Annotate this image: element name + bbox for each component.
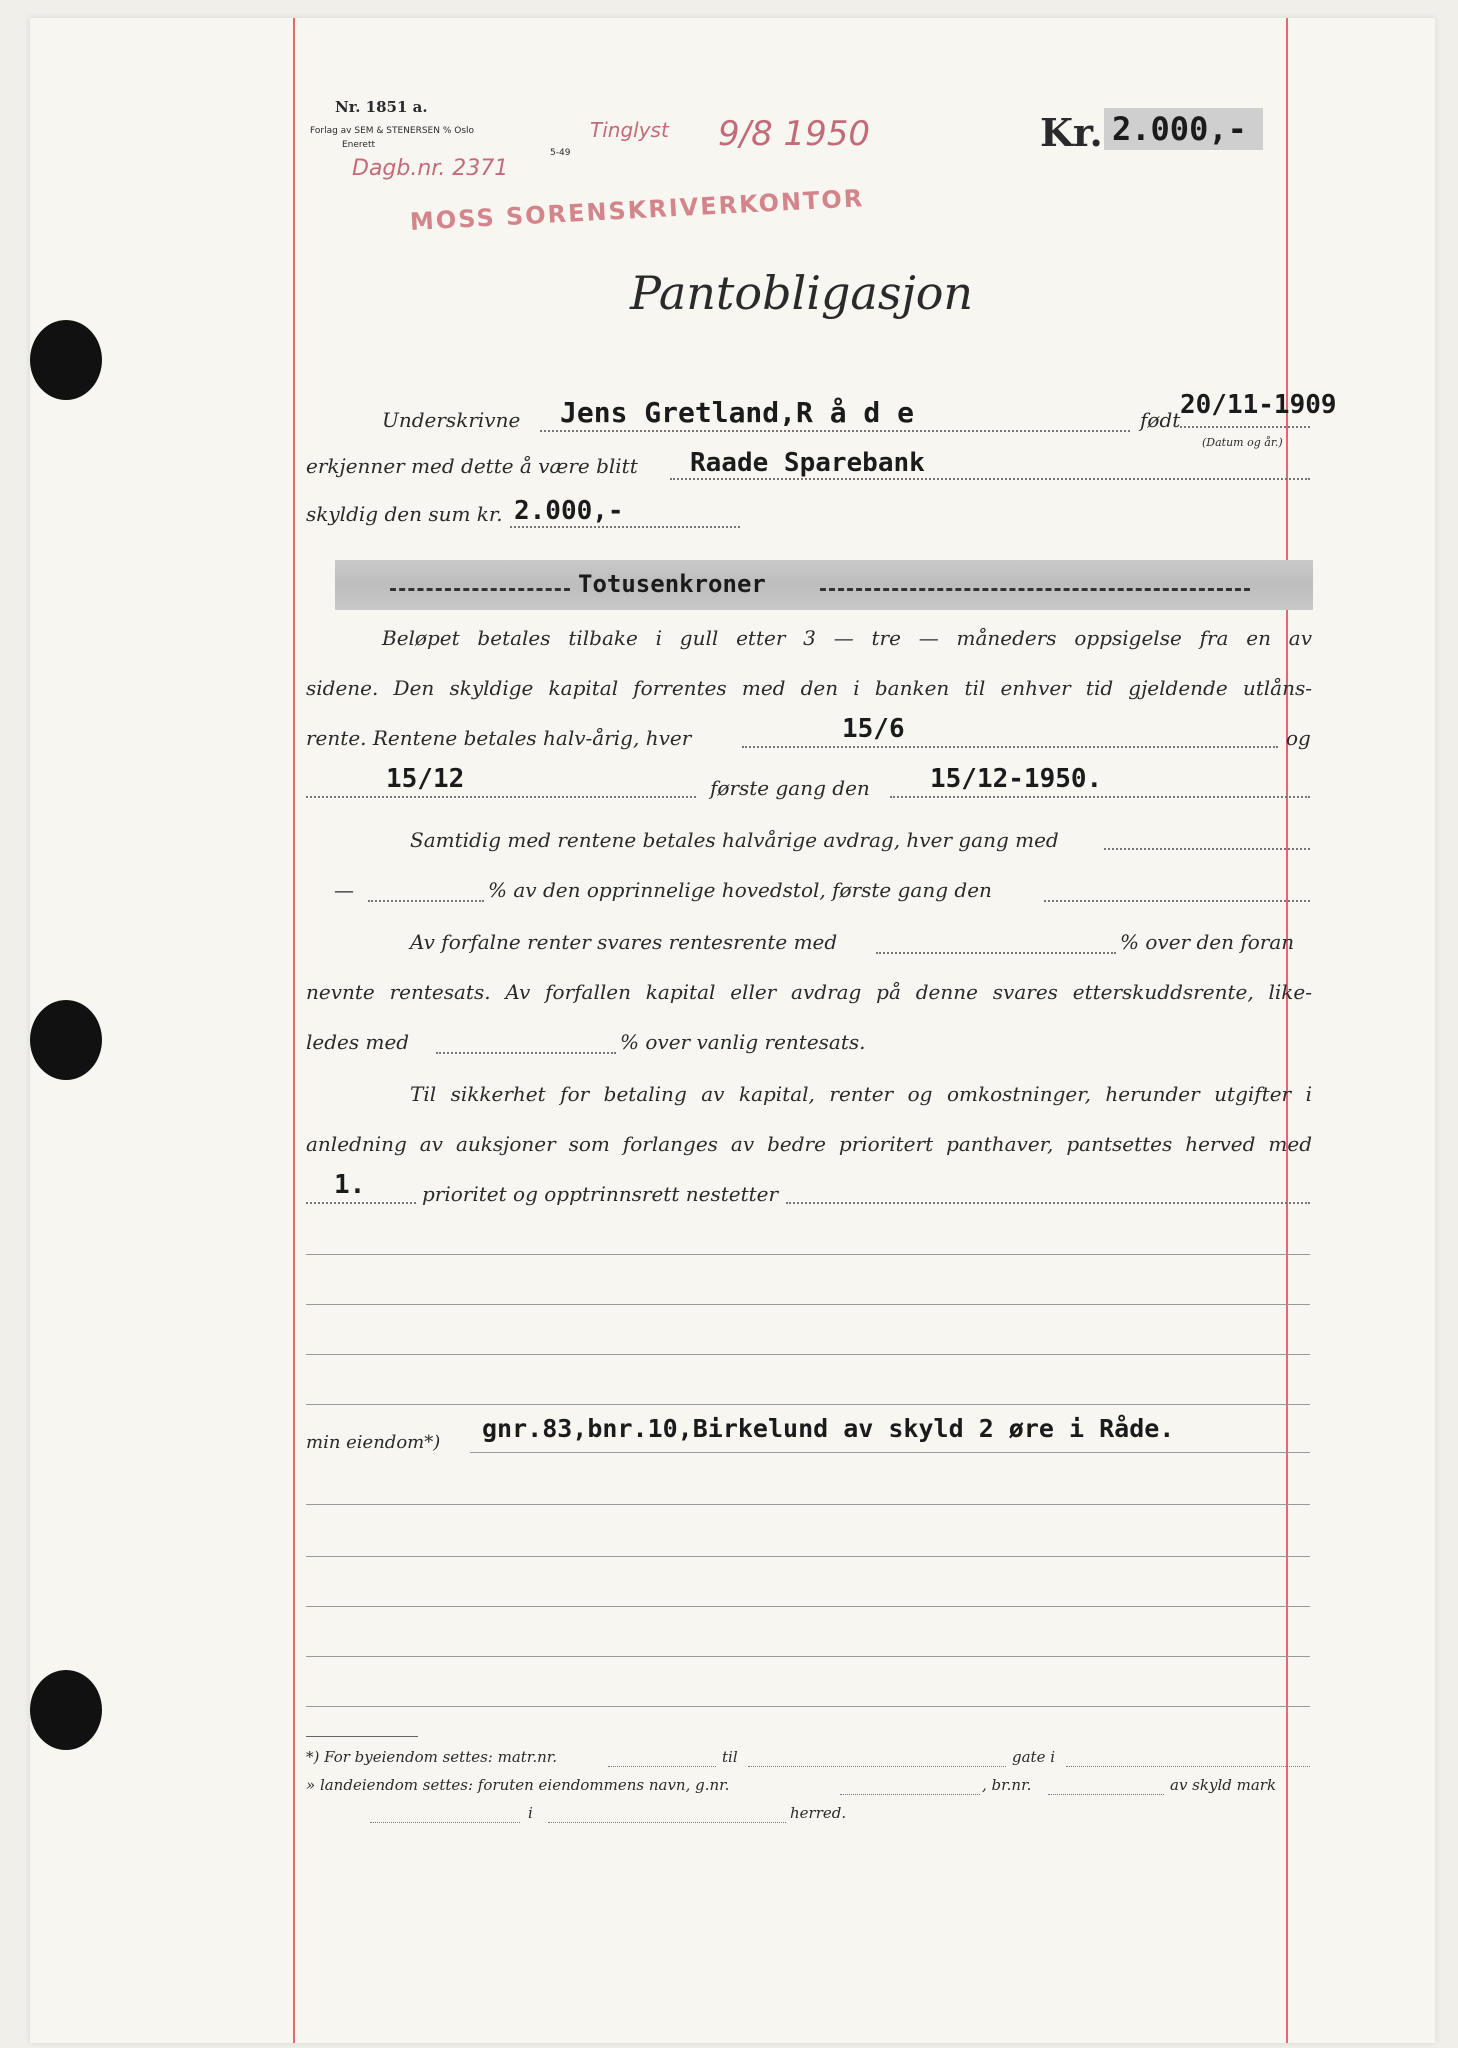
footnote-dots-3a (370, 1822, 520, 1823)
repay-line-1: Beløpet betales tilbake i gull etter 3 — tre — måneders oppsigelse fra en av (382, 626, 1312, 650)
signer-line (540, 430, 1130, 432)
property-label: min eiendom*) (306, 1432, 441, 1453)
installment-line-2: % av den opprinnelige hovedstol, første gang den (488, 878, 992, 902)
punch-hole-top (30, 320, 102, 400)
creditor-value: Raade Sparebank (690, 448, 925, 478)
property-value: gnr.83,bnr.10,Birkelund av skyld 2 øre i Råde. (482, 1414, 1175, 1443)
priority-value: 1. (334, 1170, 366, 1200)
og-label: og (1286, 726, 1311, 750)
publisher-rights: Enerett (342, 140, 376, 150)
overdue-line-3-tail: % over vanlig rentesats. (620, 1030, 866, 1054)
first-time-line (890, 796, 1310, 798)
blank-line-4 (306, 1404, 1310, 1405)
footnote-dots-3b (548, 1822, 786, 1823)
interest-line-2 (306, 796, 696, 798)
blank-line-9 (306, 1706, 1310, 1707)
debt-label: skyldig den sum kr. (306, 502, 503, 526)
signer-label: Underskrivne (382, 408, 521, 432)
debt-value: 2.000,- (514, 496, 624, 526)
footnote-line-3a: i (528, 1804, 533, 1822)
blank-line-3 (306, 1354, 1310, 1355)
footnote-dots-1b (748, 1766, 1006, 1767)
footnote-dots-2b (1048, 1794, 1164, 1795)
born-label: født (1140, 408, 1181, 432)
band-dash-right (820, 588, 1250, 591)
footnote-dots-2a (840, 1794, 980, 1795)
document-title: Pantobligasjon (630, 266, 974, 320)
installment-first-dots (1044, 900, 1310, 902)
registered-date: 9/8 1950 (718, 114, 871, 154)
footnote-rule (306, 1736, 418, 1737)
footnote-line-3b: herred. (790, 1804, 847, 1822)
journal-number: Dagb.nr. 2371 (352, 156, 509, 181)
amount-box: 2.000,- (1104, 108, 1263, 150)
repay-line-2: sidene. Den skyldige kapital forrentes med den i banken til enhver tid gjeldende utlåns- (306, 676, 1312, 700)
signer-value: Jens Gretland,R å d e (560, 396, 915, 429)
creditor-label: erkjenner med dette å være blitt (306, 454, 638, 478)
security-line-1: Til sikkerhet for betaling av kapital, renter og omkostninger, herunder utgifter i (410, 1082, 1312, 1106)
born-line (1180, 426, 1310, 428)
blank-line-5 (306, 1504, 1310, 1505)
first-time-value: 15/12-1950. (930, 764, 1103, 794)
overdue-dots (876, 952, 1116, 954)
priority-dots (306, 1202, 416, 1204)
creditor-line (670, 478, 1310, 480)
interest-date-1: 15/6 (842, 714, 905, 744)
installment-percent-dots (368, 900, 484, 902)
footnote-line-2a: » landeiendom settes: foruten eiendommens navn, g.nr. (306, 1776, 730, 1794)
footnote-line-1c: gate i (1012, 1748, 1056, 1766)
registered-note: Tinglyst (590, 118, 669, 142)
footnote-line-1b: til (722, 1748, 738, 1766)
installment-dash: — (334, 878, 354, 902)
blank-line-6 (306, 1556, 1310, 1557)
installment-line-dots (1104, 848, 1310, 850)
publisher-line: Forlag av SEM & STENERSEN % Oslo (310, 126, 475, 136)
property-line (470, 1452, 1310, 1453)
priority-tail-dots (786, 1202, 1310, 1204)
interest-date-2: 15/12 (386, 764, 465, 794)
interest-label: rente. Rentene betales halv-årig, hver (306, 726, 692, 750)
overdue-line-2: nevnte rentesats. Av forfallen kapital eller avdrag på denne svares etterskuddsrente, like- (306, 980, 1312, 1004)
blank-line-7 (306, 1606, 1310, 1607)
margin-line-left (293, 18, 295, 2043)
interest-line-1 (742, 746, 1278, 748)
overdue-label: Av forfalne renter svares rentesrente med (410, 930, 838, 954)
amount-label: Kr. (1040, 110, 1103, 155)
overdue-line-3-head: ledes med (306, 1030, 410, 1054)
amount-in-words: Totusenkroner (578, 570, 766, 598)
first-time-label: første gang den (710, 776, 870, 800)
security-line-2: anledning av auksjoner som forlanges av bedre prioritert panthaver, pantsettes herved med (306, 1132, 1312, 1156)
debt-line (510, 526, 740, 528)
footnote-dots-1c (1066, 1766, 1310, 1767)
footnote-dots-1a (608, 1766, 716, 1767)
punch-hole-middle (30, 1000, 102, 1080)
overdue-tail: % over den foran (1120, 930, 1295, 954)
born-value: 20/11-1909 (1180, 390, 1337, 420)
footnote-line-2b: , br.nr. (982, 1776, 1032, 1794)
overdue-rate-dots (436, 1052, 616, 1054)
punch-hole-bottom (30, 1670, 102, 1750)
blank-line-8 (306, 1656, 1310, 1657)
blank-line-1 (306, 1254, 1310, 1255)
footnote-line-2c: av skyld mark (1170, 1776, 1277, 1794)
amount-words-band (335, 560, 1313, 610)
form-number: Nr. 1851 a. (335, 98, 428, 116)
band-dash-left (390, 588, 570, 591)
footnote-line-1a: *) For byeiendom settes: matr.nr. (306, 1748, 558, 1766)
office-stamp: MOSS SORENSKRIVERKONTOR (409, 184, 865, 236)
installment-line: Samtidig med rentene betales halvårige avdrag, hver gang med (410, 828, 1059, 852)
born-hint: (Datum og år.) (1202, 436, 1283, 449)
blank-line-2 (306, 1304, 1310, 1305)
margin-line-right (1286, 18, 1288, 2043)
document-page (30, 18, 1435, 2043)
form-date: 5-49 (550, 148, 571, 158)
priority-label: prioritet og opptrinnsrett nestetter (422, 1182, 779, 1206)
